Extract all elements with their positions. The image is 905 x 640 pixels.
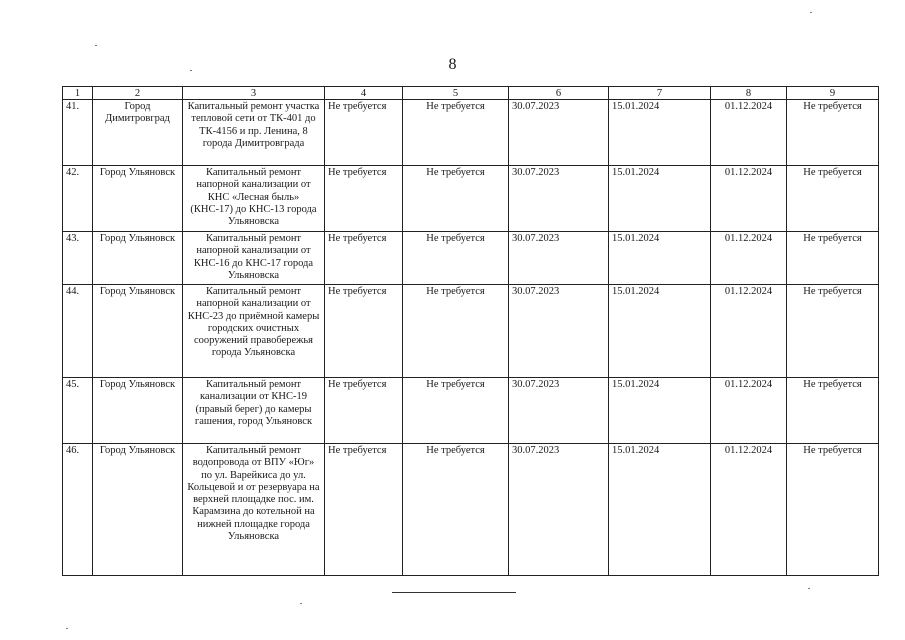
col8-cell: 01.12.2024 <box>711 100 787 166</box>
scan-speck <box>66 628 68 629</box>
table-row <box>63 166 879 232</box>
col8-cell: 01.12.2024 <box>711 444 787 576</box>
description-cell: Капитальный ремонт участка тепловой сети от ТК-401 до ТК-4156 и пр. Ленина, 8 города Димитровграда <box>183 100 325 166</box>
place-cell: Город Ульяновск <box>93 232 183 285</box>
place-cell: Город Ульяновск <box>93 378 183 444</box>
col6-cell: 30.07.2023 <box>509 166 609 232</box>
col5-cell: Не требуется <box>403 166 509 232</box>
scan-speck <box>190 70 192 71</box>
description-cell: Капитальный ремонт напорной канализации от КНС-23 до приёмной камеры городских очистных сооружений правобережья города Ульяновска <box>183 285 325 378</box>
row-number: 42. <box>63 166 93 232</box>
place-cell: Город Ульяновск <box>93 166 183 232</box>
col4-cell: Не требуется <box>325 378 403 444</box>
col8-cell: 01.12.2024 <box>711 232 787 285</box>
table-row <box>63 100 879 166</box>
table-row <box>63 285 879 378</box>
col9-cell: Не требуется <box>787 166 879 232</box>
header-cell-4: 4 <box>325 87 403 100</box>
col7-cell: 15.01.2024 <box>609 100 711 166</box>
header-cell-7: 7 <box>609 87 711 100</box>
col9-cell: Не требуется <box>787 444 879 576</box>
col7-cell: 15.01.2024 <box>609 166 711 232</box>
header-cell-8: 8 <box>711 87 787 100</box>
header-cell-9: 9 <box>787 87 879 100</box>
row-number: 44. <box>63 285 93 378</box>
scan-speck <box>300 603 302 604</box>
col8-cell: 01.12.2024 <box>711 166 787 232</box>
col7-cell: 15.01.2024 <box>609 378 711 444</box>
header-cell-3: 3 <box>183 87 325 100</box>
scan-speck <box>95 45 97 46</box>
place-cell: Город Димитровград <box>93 100 183 166</box>
col6-cell: 30.07.2023 <box>509 444 609 576</box>
col7-cell: 15.01.2024 <box>609 444 711 576</box>
place-cell: Город Ульяновск <box>93 285 183 378</box>
col8-cell: 01.12.2024 <box>711 378 787 444</box>
col8-cell: 01.12.2024 <box>711 285 787 378</box>
header-cell-5: 5 <box>403 87 509 100</box>
place-cell: Город Ульяновск <box>93 444 183 576</box>
description-cell: Капитальный ремонт водопровода от ВПУ «Юг» по ул. Варейкиса до ул. Кольцевой и от резервуара на верхней площадке пос. им. Карамзина до котельной на нижней площадке города Ульяновска <box>183 444 325 576</box>
table-row <box>63 378 879 444</box>
col6-cell: 30.07.2023 <box>509 232 609 285</box>
row-number: 45. <box>63 378 93 444</box>
col6-cell: 30.07.2023 <box>509 100 609 166</box>
col5-cell: Не требуется <box>403 444 509 576</box>
col4-cell: Не требуется <box>325 100 403 166</box>
table-row <box>63 444 879 576</box>
col9-cell: Не требуется <box>787 100 879 166</box>
table-row <box>63 232 879 285</box>
col7-cell: 15.01.2024 <box>609 232 711 285</box>
col5-cell: Не требуется <box>403 100 509 166</box>
col6-cell: 30.07.2023 <box>509 378 609 444</box>
footer-rule <box>392 592 516 593</box>
works-table <box>62 86 879 576</box>
col5-cell: Не требуется <box>403 232 509 285</box>
col5-cell: Не требуется <box>403 285 509 378</box>
header-cell-1: 1 <box>63 87 93 100</box>
col9-cell: Не требуется <box>787 378 879 444</box>
description-cell: Капитальный ремонт канализации от КНС-19 (правый берег) до камеры гашения, город Ульяновск <box>183 378 325 444</box>
col4-cell: Не требуется <box>325 444 403 576</box>
description-cell: Капитальный ремонт напорной канализации от КНС-16 до КНС-17 города Ульяновска <box>183 232 325 285</box>
description-cell: Капитальный ремонт напорной канализации от КНС «Лесная быль» (КНС-17) до КНС-13 города Ульяновска <box>183 166 325 232</box>
header-row <box>63 87 879 100</box>
scan-speck <box>810 12 812 13</box>
page-number: 8 <box>448 56 457 73</box>
row-number: 41. <box>63 100 93 166</box>
col4-cell: Не требуется <box>325 232 403 285</box>
row-number: 46. <box>63 444 93 576</box>
col7-cell: 15.01.2024 <box>609 285 711 378</box>
header-cell-2: 2 <box>93 87 183 100</box>
col9-cell: Не требуется <box>787 285 879 378</box>
header-cell-6: 6 <box>509 87 609 100</box>
row-number: 43. <box>63 232 93 285</box>
scan-speck <box>808 588 810 589</box>
col6-cell: 30.07.2023 <box>509 285 609 378</box>
col9-cell: Не требуется <box>787 232 879 285</box>
col5-cell: Не требуется <box>403 378 509 444</box>
col4-cell: Не требуется <box>325 166 403 232</box>
col4-cell: Не требуется <box>325 285 403 378</box>
